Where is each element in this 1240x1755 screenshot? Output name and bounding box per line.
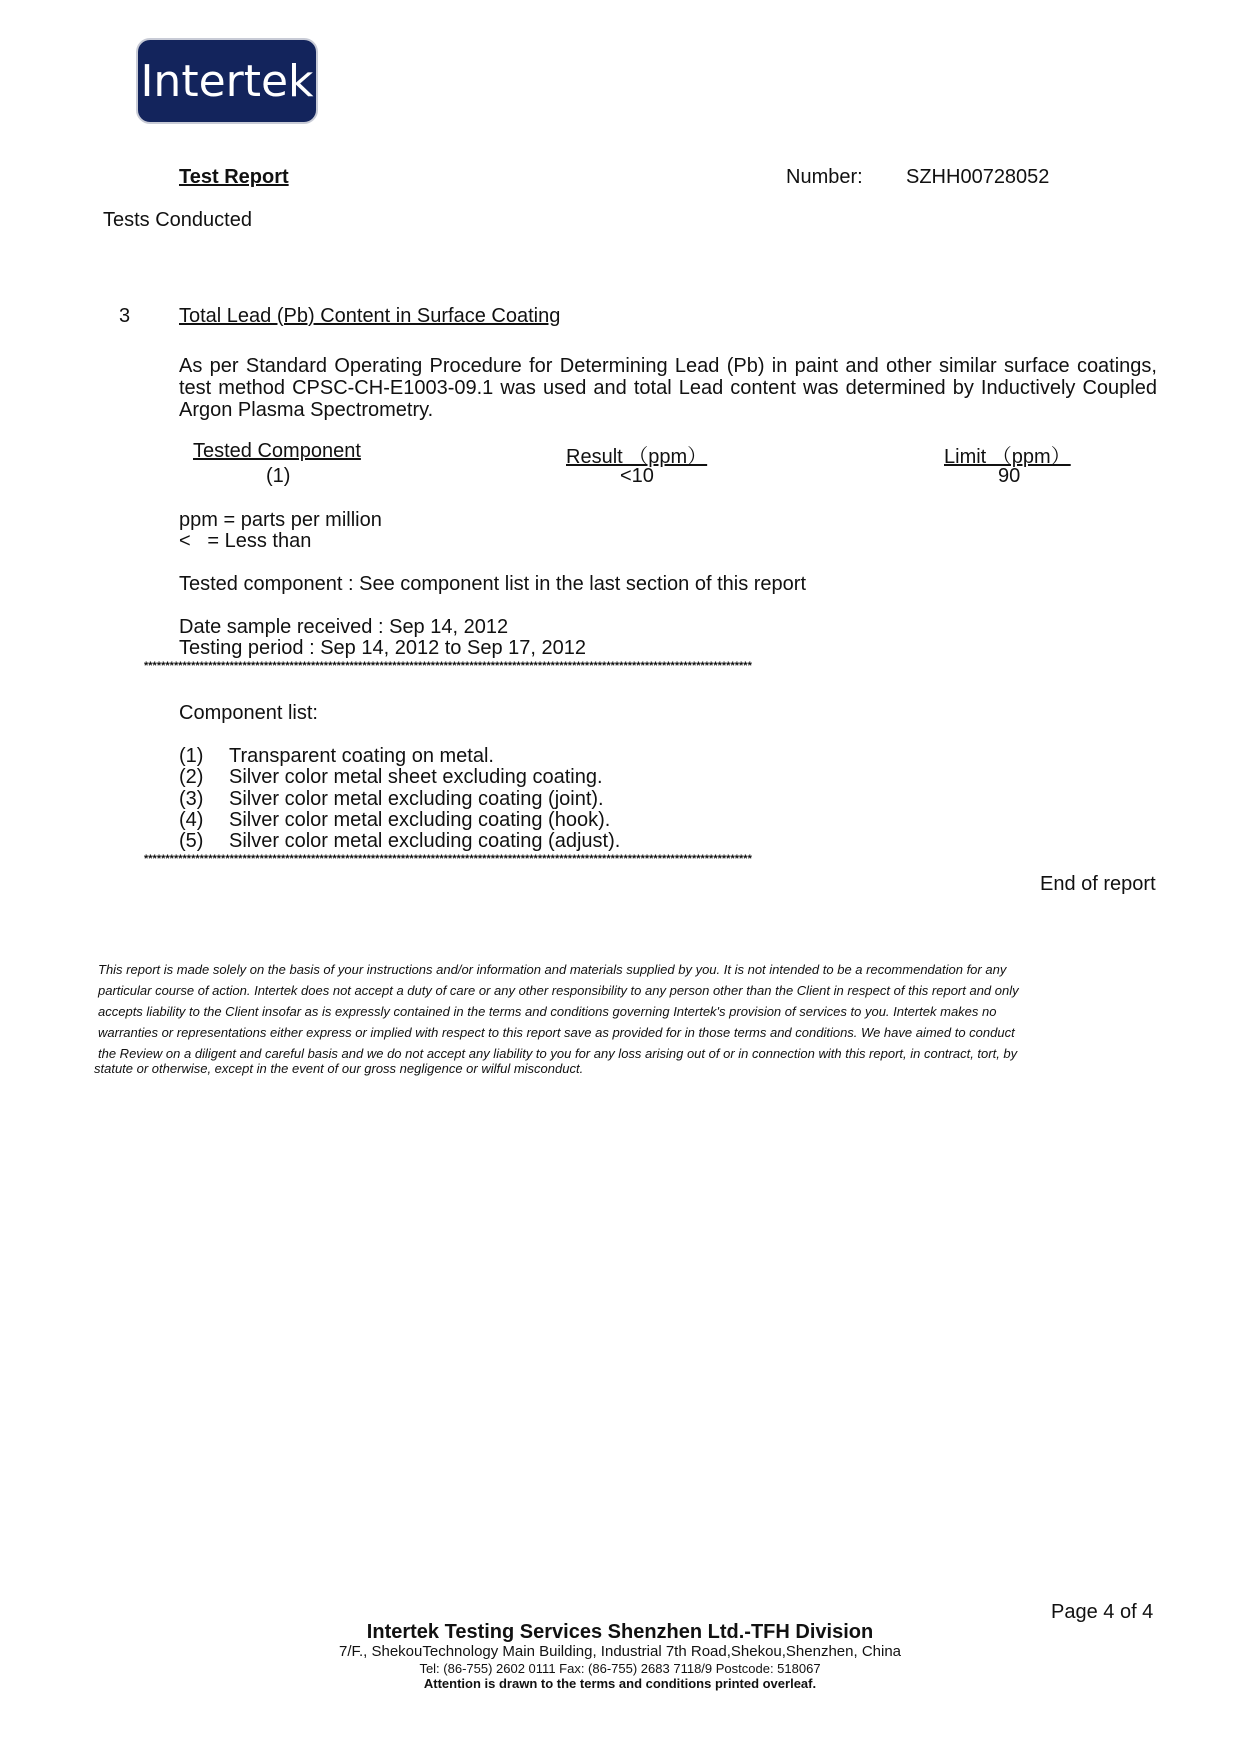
- list-item-number: (5): [179, 830, 204, 852]
- tests-conducted-heading: Tests Conducted: [103, 209, 252, 231]
- note-ppm: ppm = parts per million: [179, 509, 382, 531]
- component-list-title: Component list:: [179, 702, 318, 724]
- separator-stars-top: **********************************************************************************************************************************************: [144, 660, 752, 672]
- disclaimer-line: warranties or representations either express or implied with respect to this report save as provided for in those terms and conditions. We have aimed to conduct: [98, 1025, 1015, 1040]
- report-number-label: Number:: [786, 166, 863, 188]
- table-cell-result: <10: [620, 465, 654, 487]
- note-date-received: Date sample received : Sep 14, 2012: [179, 616, 509, 638]
- note-less-than: < = Less than: [179, 530, 312, 552]
- list-item: [179, 788, 604, 811]
- table-header-component: Tested Component: [193, 440, 361, 462]
- disclaimer-line: the Review on a diligent and careful basis and we do not accept any liability to you for any loss arising out of or in connection with this report, in contract, tort, by: [98, 1046, 1018, 1061]
- disclaimer-line: particular course of action. Intertek does not accept a duty of care or any other responsibility to any person other than the Client in respect of this report and only: [98, 983, 1019, 998]
- list-item-text: Silver color metal sheet excluding coating.: [229, 766, 603, 788]
- table-cell-component: (1): [266, 465, 291, 487]
- report-number-value: SZHH00728052: [906, 166, 1050, 188]
- table-cell-limit: 90: [998, 465, 1021, 487]
- footer-attention: Attention is drawn to the terms and conditions printed overleaf.: [423, 1676, 817, 1691]
- table-header-result: Result （ppm）: [566, 446, 708, 468]
- disclaimer-line: accepts liability to the Client insofar as is expressly contained in the terms and conditions governing Intertek's provision of services to you. Intertek makes no: [98, 1004, 997, 1019]
- disclaimer: [94, 959, 1128, 1079]
- list-item: [179, 809, 610, 832]
- list-item-number: (3): [179, 788, 204, 810]
- disclaimer-line: statute or otherwise, except in the event of our gross negligence or wilful misconduct.: [94, 1061, 584, 1076]
- list-item-number: (1): [179, 745, 204, 767]
- list-item-text: Silver color metal excluding coating (joint).: [229, 788, 604, 810]
- end-of-report: End of report: [1040, 873, 1156, 895]
- intertek-logo: [136, 38, 318, 124]
- note-testing-period: Testing period : Sep 14, 2012 to Sep 17, 2012: [179, 637, 586, 659]
- note-tested-component: Tested component : See component list in the last section of this report: [179, 573, 807, 595]
- list-item-number: (2): [179, 766, 204, 788]
- logo-text: Intertek: [140, 55, 314, 107]
- list-item-text: Silver color metal excluding coating (hook).: [229, 809, 611, 831]
- footer-company: Intertek Testing Services Shenzhen Ltd.-TFH Division: [366, 1621, 874, 1643]
- report-title: Test Report: [179, 166, 289, 188]
- section-title: Total Lead (Pb) Content in Surface Coating: [179, 305, 561, 327]
- footer-address: 7/F., ShekouTechnology Main Building, Industrial 7th Road,Shekou,Shenzhen, China: [338, 1643, 902, 1660]
- list-item-text: Transparent coating on metal.: [229, 745, 494, 767]
- list-item: [179, 830, 620, 853]
- page-number: Page 4 of 4: [1051, 1601, 1154, 1623]
- list-item-text: Silver color metal excluding coating (adjust).: [229, 830, 621, 852]
- section-number: 3: [119, 305, 131, 327]
- table-header-limit: Limit （ppm）: [944, 446, 1071, 468]
- separator-stars-bottom: **********************************************************************************************************************************************: [144, 853, 752, 865]
- method-paragraph: As per Standard Operating Procedure for Determining Lead (Pb) in paint and other similar surface coatings, test method CPSC-CH-E1003-09.1 was used and total Lead content was determined by Inductively Coupled Argon Plasma Spectrometry.: [179, 355, 1157, 421]
- list-item: [179, 745, 494, 768]
- list-item: [179, 766, 603, 789]
- disclaimer-line: This report is made solely on the basis of your instructions and/or information and materials supplied by you. It is not intended to be a recommendation for any: [98, 962, 1007, 977]
- footer-contact: Tel: (86-755) 2602 0111 Fax: (86-755) 2683 7118/9 Postcode: 518067: [419, 1661, 821, 1676]
- list-item-number: (4): [179, 809, 204, 831]
